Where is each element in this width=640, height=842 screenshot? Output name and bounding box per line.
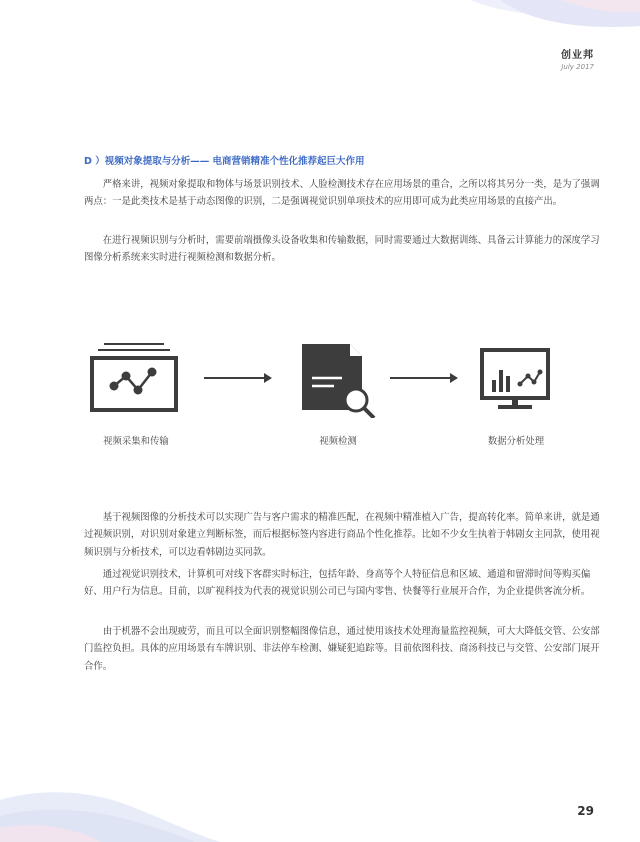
brand-header	[561, 46, 594, 71]
arrow-icon	[390, 373, 458, 383]
paragraph: 严格来讲，视频对象提取和物体与场景识别技术、人脸检测技术存在应用场景的重合，之所以将其另分一类，是为了强调两点：一是此类技术是基于动态图像的识别，二是强调视觉识别单项技术的应用即可成为此类应用场景的直接产出。	[84, 179, 600, 208]
arrow-icon	[204, 373, 272, 383]
process-flow-diagram	[80, 338, 580, 418]
paragraph: 基于视频图像的分析技术可以实现广告与客户需求的精准匹配，在视频中精准植入广告，提高转化率。简单来讲，就是通过视频识别，对识别对象建立判断标签，而后根据标签内容进行商品个性化推荐。比如不少女生执着于韩剧女主同款，使用视频识别与分析技术，可以边看韩剧边买同款。	[84, 512, 600, 558]
document-search-icon	[302, 344, 374, 418]
brand-name: 创业邦	[561, 50, 594, 61]
paragraph: 通过视觉识别技术，计算机可对线下客群实时标注，包括年龄、身高等个人特征信息和区域、通道和留滞时间等购买偏好、用户行为信息。目前，以旷视科技为代表的视觉识别公司已与国内零售、快餐等行业展开合作，为企业提供客流分析。	[84, 569, 591, 598]
top-wave-decoration	[0, 0, 640, 60]
flow-step-label: 数据分析处理	[487, 436, 545, 447]
paragraph: 由于机器不会出现疲劳，而且可以全面识别整幅图像信息，通过使用该技术处理海量监控视频，可大大降低交管、公安部门监控负担。具体的应用场景有车牌识别、非法停车检测、嫌疑犯追踪等。目前依图科技、商汤科技已与交管、公安部门展开合作。	[84, 626, 600, 672]
bottom-wave-decoration	[0, 770, 640, 842]
issue-date: July 2017	[561, 63, 594, 71]
section-heading: D ）视频对象提取与分析—— 电商营销精准个性化推荐起巨大作用	[84, 156, 365, 167]
video-capture-icon	[92, 344, 176, 410]
flow-step-label: 视频检测	[319, 436, 357, 447]
paragraph: 在进行视频识别与分析时，需要前端摄像头设备收集和传输数据，同时需要通过大数据训练、具备云计算能力的深度学习图像分析系统来实时进行视频检测和数据分析。	[84, 235, 600, 264]
monitor-chart-icon	[482, 350, 548, 409]
page-number: 29	[577, 804, 594, 818]
flow-step-label: 视频采集和传输	[103, 436, 169, 447]
